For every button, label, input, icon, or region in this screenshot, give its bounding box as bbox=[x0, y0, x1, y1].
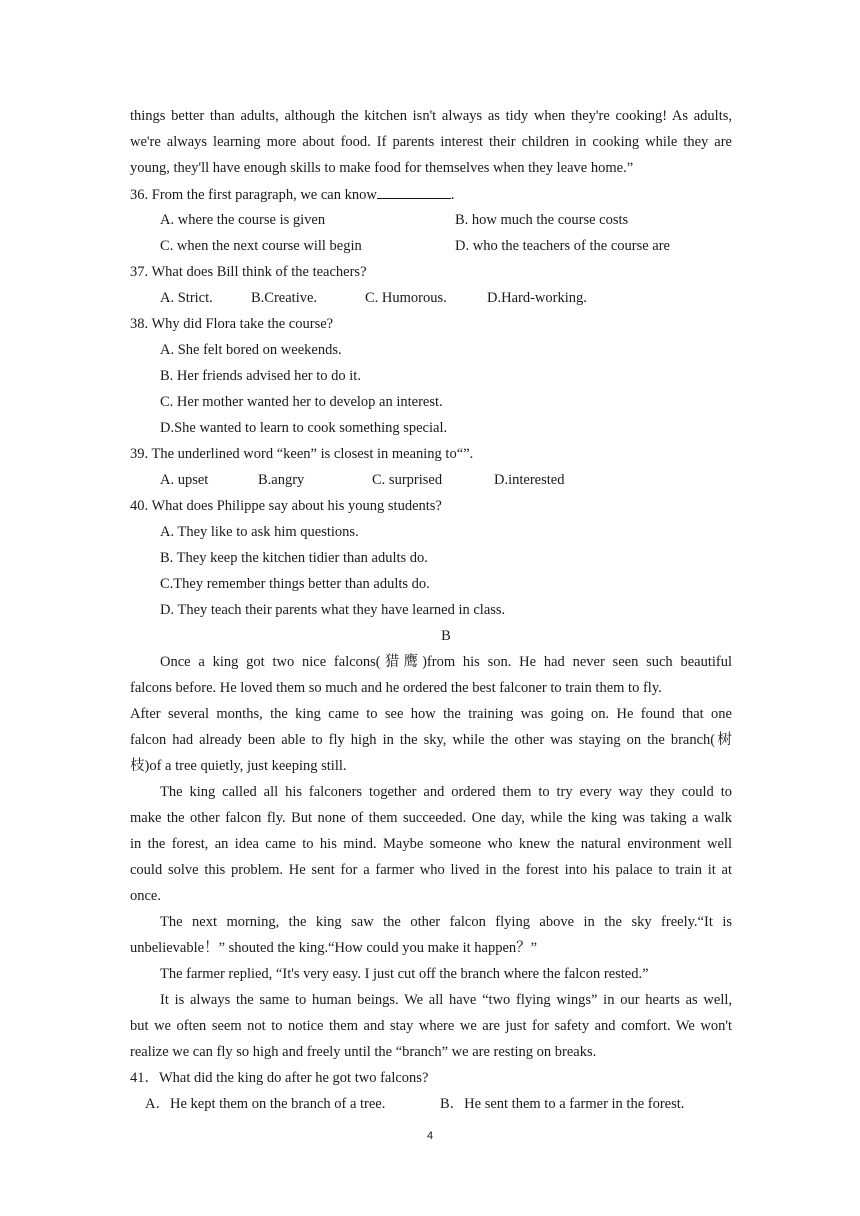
option-39-d: D.interested bbox=[494, 472, 565, 488]
passage-b-line: unbelievable！” shouted the king.“How could you make it happen？” bbox=[130, 940, 538, 956]
passage-b-line: realize we can fly so high and freely until the “branch” we are resting on breaks. bbox=[130, 1044, 597, 1060]
option-40-a: A. They like to ask him questions. bbox=[160, 524, 359, 540]
question-36-stem-text: 36. From the first paragraph, we can know bbox=[130, 187, 377, 203]
page-number: 4 bbox=[426, 1130, 434, 1142]
passage-b-line: falcons before. He loved them so much and he ordered the best falconer to train them to fly. bbox=[130, 680, 662, 696]
option-36-c: C. when the next course will begin bbox=[160, 238, 362, 254]
option-41-b: B．He sent them to a farmer in the forest. bbox=[440, 1096, 685, 1112]
option-39-c: C. surprised bbox=[372, 472, 443, 488]
passage-a-line: we're always learning more about food. If parents interest their children in cooking while they are bbox=[130, 134, 732, 150]
option-37-c: C. Humorous. bbox=[365, 290, 447, 306]
passage-b-line: It is always the same to human beings. We all have “two flying wings” in our hearts as well, bbox=[160, 992, 732, 1008]
option-38-a: A. She felt bored on weekends. bbox=[160, 342, 342, 358]
option-40-d: D. They teach their parents what they have learned in class. bbox=[160, 602, 506, 618]
option-36-a: A. where the course is given bbox=[160, 212, 326, 228]
question-41-stem: 41．What did the king do after he got two falcons? bbox=[130, 1070, 429, 1086]
option-41-a: A．He kept them on the branch of a tree. bbox=[145, 1096, 386, 1112]
question-38-stem: 38. Why did Flora take the course? bbox=[130, 316, 334, 332]
option-40-b: B. They keep the kitchen tidier than adults do. bbox=[160, 550, 428, 566]
section-heading-b: B bbox=[441, 628, 451, 644]
option-37-b: B.Creative. bbox=[251, 290, 318, 306]
passage-b-line: 枝)of a tree quietly, just keeping still. bbox=[130, 758, 347, 774]
question-36-stem bbox=[130, 184, 454, 205]
passage-b-line: make the other falcon fly. But none of them succeeded. One day, while the king was taking a walk bbox=[130, 810, 732, 826]
option-36-b: B. how much the course costs bbox=[455, 212, 629, 228]
option-38-d: D.She wanted to learn to cook something special. bbox=[160, 420, 448, 436]
answer-blank bbox=[377, 184, 451, 199]
option-36-d: D. who the teachers of the course are bbox=[455, 238, 670, 254]
passage-b-line: could solve this problem. He sent for a farmer who lived in the forest into his palace to train it at bbox=[130, 862, 732, 878]
option-39-b: B.angry bbox=[258, 472, 305, 488]
option-38-c: C. Her mother wanted her to develop an interest. bbox=[160, 394, 443, 410]
option-37-a: A. Strict. bbox=[160, 290, 213, 306]
question-36-stem-end: . bbox=[450, 187, 455, 203]
passage-b-line: After several months, the king came to see how the training was going on. He found that one bbox=[130, 706, 732, 722]
passage-a-line: things better than adults, although the kitchen isn't always as tidy when they're cooking! As adults, bbox=[130, 108, 732, 124]
passage-b-line: The king called all his falconers together and ordered them to try every way they could to bbox=[160, 784, 732, 800]
passage-b-line: The next morning, the king saw the other falcon flying above in the sky freely.“It is bbox=[160, 914, 732, 930]
passage-b-line: but we often seem not to notice them and stay where we are just for safety and comfort. We won't bbox=[130, 1018, 732, 1034]
question-37-stem: 37. What does Bill think of the teachers? bbox=[130, 264, 367, 280]
question-39-stem: 39. The underlined word “keen” is closest in meaning to“”. bbox=[130, 446, 474, 462]
passage-b-line: falcon had already been able to fly high in the sky, while the other was staying on the branch(树 bbox=[130, 732, 732, 748]
passage-b-line: The farmer replied, “It's very easy. I just cut off the branch where the falcon rested.” bbox=[160, 966, 649, 982]
passage-b-line: once. bbox=[130, 888, 161, 904]
option-37-d: D.Hard-working. bbox=[487, 290, 587, 306]
passage-b-line: Once a king got two nice falcons(猎鹰)from his son. He had never seen such beautiful bbox=[160, 654, 732, 670]
passage-b-line: in the forest, an idea came to his mind. Maybe someone who knew the natural environment well bbox=[130, 836, 732, 852]
passage-a-line: young, they'll have enough skills to make food for themselves when they leave home.” bbox=[130, 160, 634, 176]
option-40-c: C.They remember things better than adults do. bbox=[160, 576, 430, 592]
question-40-stem: 40. What does Philippe say about his young students? bbox=[130, 498, 442, 514]
option-38-b: B. Her friends advised her to do it. bbox=[160, 368, 361, 384]
option-39-a: A. upset bbox=[160, 472, 209, 488]
